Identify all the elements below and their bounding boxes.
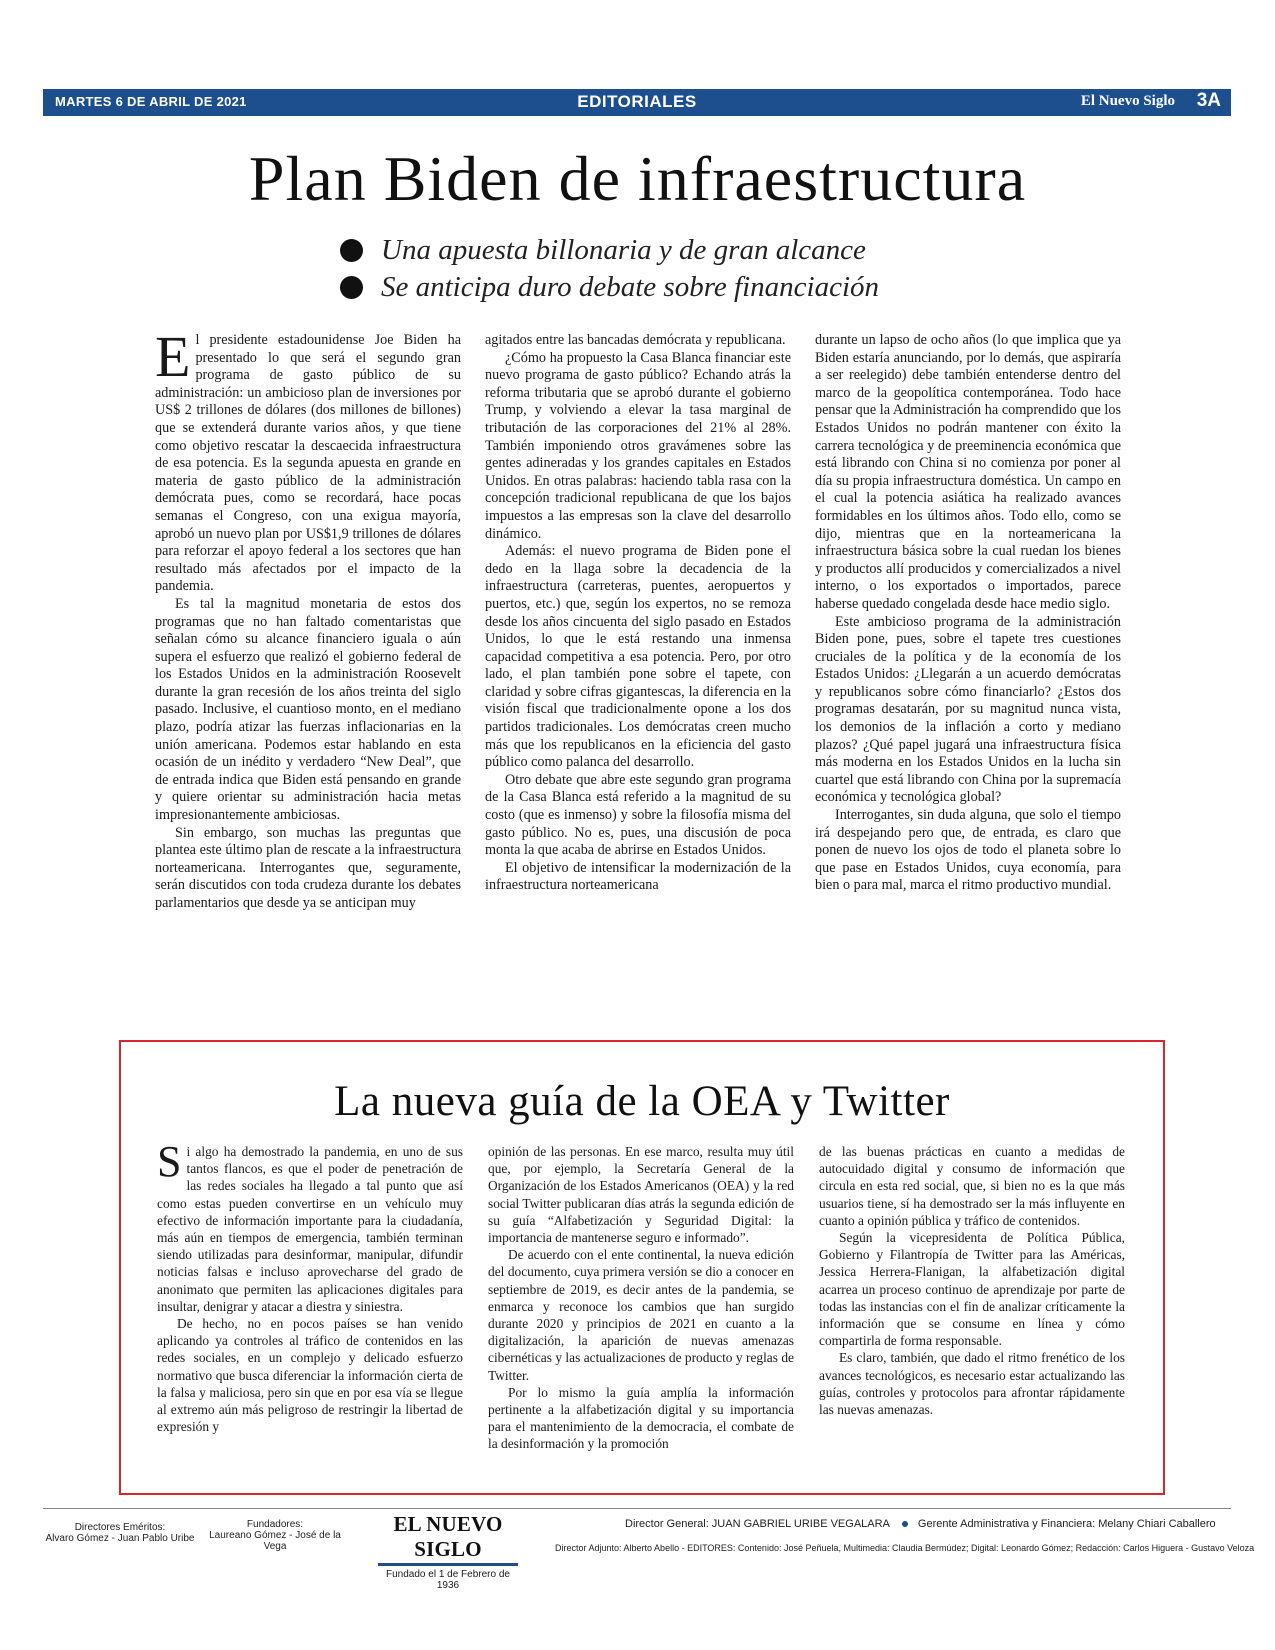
secondary-body <box>157 1143 1125 1483</box>
management-line <box>625 1518 1216 1530</box>
paragraph: ¿Cómo ha propuesto la Casa Blanca financiar este nuevo programa de gasto público? Echando atrás la reforma tributaria que se aprobó durante el gobierno Trump, y volviendo a elevar la tasa marginal de tributación de las corporaciones del 21% al 28%. También imponiendo otros gravámenes sobre las gentes adineradas y los grandes capitales en Estados Unidos. En otras palabras: haciendo tabla rasa con la concepción tradicional republicana de que los bajos impuestos a las empresas son la clave del desarrollo dinámico. <box>485 349 791 542</box>
emeritus-label: Directores Eméritos: <box>74 1522 166 1533</box>
paragraph <box>155 332 461 596</box>
section-name: EDITORIALES <box>577 92 697 111</box>
text-column <box>155 332 461 1036</box>
bullet-item <box>340 232 879 269</box>
bullet-text: Una apuesta billonaria y de gran alcance <box>381 234 866 266</box>
paragraph: Además: el nuevo programa de Biden pone el dedo en la llaga sobre la decadencia de la infraestructura (carreteras, puentes, aeropuertos y puertos, etc.) que, según los expertos, no se remoza desde los años cincuenta del siglo pasado en Estados Unidos, lo que le está restando una inmensa capacidad competitiva a esa potencia. Pero, por otro lado, el plan también pone sobre el tapete, con claridad y sobre cifras gigantescas, la diferencia en la visión fiscal que tradicionalmente opone a los dos partidos tradicionales. Los demócratas creen mucho más que los republicanos en la eficiencia del gasto público como palanca del desarrollo. <box>485 543 791 771</box>
paragraph: El objetivo de intensificar la modernización de la infraestructura norteamericana <box>485 859 791 894</box>
headline-bullets <box>340 232 879 306</box>
founding-date: Fundado el 1 de Febrero de 1936 <box>386 1569 510 1591</box>
bullet-item <box>340 269 879 306</box>
administrative-manager: Gerente Administrativa y Financiera: Melany Chiari Caballero <box>917 1518 1216 1530</box>
separator-dot-icon <box>902 1521 908 1527</box>
footer-logo <box>378 1512 518 1591</box>
paragraph: Interrogantes, sin duda alguna, que solo el tiempo irá despejando pero que, de entrada, es claro que ponen de nuevo los ojos de todo el planeta sobre lo que pase en Estados Unidos, cuya economía, para bien o para mal, marca el ritmo productivo mundial. <box>815 807 1121 894</box>
paragraph: de las buenas prácticas en cuanto a medidas de autocuidado digital y consumo de información que circula en esta red social, que, si bien no es la que más usuarios tiene, sí ha demostrado ser la más influyente en cuanto a opinión pública y tráfico de contenidos. <box>819 1144 1125 1228</box>
paragraph: Sin embargo, son muchas las preguntas que plantea este último plan de rescate a la infraestructura norteamericana. Interrogantes que, seguramente, serán discutidos con toda crudeza durante los debates parlamentarios que desde ya se anticipan muy <box>155 824 461 911</box>
paragraph: Por lo mismo la guía amplía la información pertinente a la alfabetización digital y su importancia para el mantenimiento de la democracia, el combate de la desinformación y la promoción <box>488 1384 794 1452</box>
drop-cap: S <box>157 1143 182 1186</box>
paragraph: opinión de las personas. En ese marco, resulta muy útil que, por ejemplo, la Secretaría General de la Organización de los Estados Americanos (OEA) y la red social Twitter publicaran días atrás la segunda edición de su guía “Alfabetización y Seguridad Digital: la importancia de mantenerse seguro e informado”. <box>488 1144 794 1246</box>
editors-line: Director Adjunto: Alberto Abello - EDITORES: Contenido: José Peñuela, Multimedia: Claudia Bermúdez; Digital: Leonardo Gómez; Redacción: Carlos Higuera - Gustavo Veloza <box>555 1543 1255 1553</box>
paragraph: De acuerdo con el ente continental, la nueva edición del documento, cuya primera versión se dio a conocer en septiembre de 2019, es decir antes de la pandemia, se enmarca y reconoce los cambios que han surgido durante 2020 y principios de 2021 en cuanto a la digitalización, la aparición de nuevas amenazas cibernéticas y las actualizaciones de producto y reglas de Twitter. <box>488 1247 794 1383</box>
drop-cap: E <box>155 332 191 389</box>
director-general: Director General: JUAN GABRIEL URIBE VEGALARA <box>625 1518 890 1530</box>
paragraph: durante un lapso de ocho años (lo que implica que ya Biden estaría anunciando, por lo demás, que aspiraría a ser reelegido) debe también entenderse dentro del marco de la geopolítica contemporánea. Todo hace pensar que la Administración ha comprendido que los Estados Unidos no podrán mantener con éxito la carrera tecnológica y de preeminencia económica que está librando con China si no comienza por poner al día su propia infraestructura doméstica. Un campo en el cual la potencia asiática ha realizado avances formidables en los últimos años. Todo ello, como se dijo, mientras que en la norteamericana la infraestructura básica sobre la cual ruedan los bienes y productos allí producidos y comercializados a nivel interno, o los exportados o importados, parece haberse quedado congelada desde hace medio siglo. <box>815 332 1121 612</box>
logo-text: EL NUEVO SIGLO <box>378 1512 518 1566</box>
secondary-editorial-box <box>119 1040 1165 1495</box>
paragraph-text: i algo ha demostrado la pandemia, en uno de sus tantos flancos, es que el poder de penetración de las redes sociales ha llegado a tal punto que así como estas pueden convertirse en un vehículo muy efectivo de información importante para la ciudadanía, más aún en tiempos de emergencia, también terminan siendo utilizadas para desinformar, manipular, difundir noticias falsas e incluso aprovecharse del grado de anonimato que permiten las aplicaciones digitales para insultar, denigrar y atacar a diestra y siniestra. <box>157 1144 463 1314</box>
text-column <box>815 332 1121 1036</box>
editorial-headline: Plan Biden de infraestructura <box>248 143 1027 214</box>
founders-names: Laureano Gómez - José de la Vega <box>209 1530 341 1552</box>
masthead-brand: El Nuevo Siglo <box>1080 93 1175 109</box>
text-column <box>157 1143 463 1483</box>
paragraph: Este ambicioso programa de la administración Biden pone, pues, sobre el tapete tres cuestiones cruciales de la política y de la economía de los Estados Unidos: ¿Llegarán a un acuerdo demócratas y republicanos sobre cómo financiarlo? ¿Estos dos programas desatarán, por su magnitud nunca vista, los demonios de la inflación a corto y mediano plazos? ¿Qué papel jugará una infraestructura física más moderna en los Estados Unidos en la lucha sin cuartel que está librando con China por la supremacía económica y tecnológica global? <box>815 613 1121 806</box>
paragraph: Es tal la magnitud monetaria de estos dos programas que no han faltado comentaristas que señalan cómo su alcance financiero iguala o aún supera el esfuerzo que realizó el gobierno federal de los Estados Unidos en la administración Roosevelt durante la gran recesión de los años treinta del siglo pasado. Inclusive, el cuantioso monto, en el mediano plazo, podría atizar las fuerzas inflacionarias en la unión americana. Podemos estar hablando en esta ocasión de un inédito y verdadero “New Deal”, que de entrada indica que Biden está pensando en grande y quiere orientar su administración hacia metas impresionantemente ambiciosas. <box>155 595 461 824</box>
text-column <box>819 1143 1125 1483</box>
emeritus-names: Alvaro Gómez - Juan Pablo Uribe <box>45 1533 195 1544</box>
emeritus-directors <box>45 1522 195 1544</box>
founders-label: Fundadores: <box>246 1519 304 1530</box>
paragraph: Según la vicepresidenta de Política Pública, Gobierno y Filantropía de Twitter para las Américas, Jessica Herrera-Flanigan, la alfabetización digital acarrea un proceso continuo de aprendizaje por parte de todas las instancias con el fin de analizar críticamente la información que se consume en línea y cómo compartirla de forma responsable. <box>819 1230 1125 1349</box>
text-column <box>485 332 791 1036</box>
paragraph-text: l presidente estadounidense Joe Biden ha presentado lo que será el segundo gran programa de gasto público de su administración: un ambicioso plan de inversiones por US$ 2 trillones de dólares (dos millones de billones) que se extenderá durante varios años, y que tiene como objetivo rescatar la descaecida infraestructura de esa potencia. Es la segunda apuesta en grande en materia de gasto público de la administración demócrata pues, como se recordará, hace pocas semanas el Congreso, con una exigua mayoría, aprobó un nuevo plan por US$1,9 trillones de dólares para reforzar el apoyo federal a los sectores que han resultado más afectados por el impacto de la pandemia. <box>155 332 461 595</box>
footer-divider <box>43 1508 1231 1509</box>
paragraph: agitados entre las bancadas demócrata y republicana. <box>485 332 786 348</box>
paragraph <box>157 1143 463 1315</box>
bullet-dot-icon <box>340 239 363 262</box>
bullet-text: Se anticipa duro debate sobre financiación <box>381 271 880 303</box>
founders <box>200 1519 350 1552</box>
header-bar <box>43 89 1231 116</box>
paragraph: Es claro, también, que dado el ritmo frenético de los avances tecnológicos, es necesario estar actualizando las guías, controles y protocolos para afrontar rápidamente las nuevas amenazas. <box>819 1350 1125 1418</box>
issue-date: MARTES 6 DE ABRIL DE 2021 <box>55 94 247 109</box>
page-number: 3A <box>1196 90 1221 111</box>
text-column <box>488 1143 794 1483</box>
editorial-body <box>155 332 1121 1036</box>
secondary-headline: La nueva guía de la OEA y Twitter <box>334 1078 950 1125</box>
paragraph: Otro debate que abre este segundo gran programa de la Casa Blanca está referido a la magnitud de su costo (que es inmenso) y sobre la filosofía misma del gasto público. No es, pues, una discusión de poca monta la que acaba de abrirse en Estados Unidos. <box>485 771 791 859</box>
paragraph: De hecho, no en pocos países se han venido aplicando ya controles al tráfico de contenidos en las redes sociales, en un complejo y delicado esfuerzo normativo que busca diferenciar la información cierta de la falsa y maliciosa, pero sin que en por esa vía se llegue al extremo aún más peligroso de restringir la libertad de expresión y <box>157 1316 463 1435</box>
bullet-dot-icon <box>340 276 363 299</box>
